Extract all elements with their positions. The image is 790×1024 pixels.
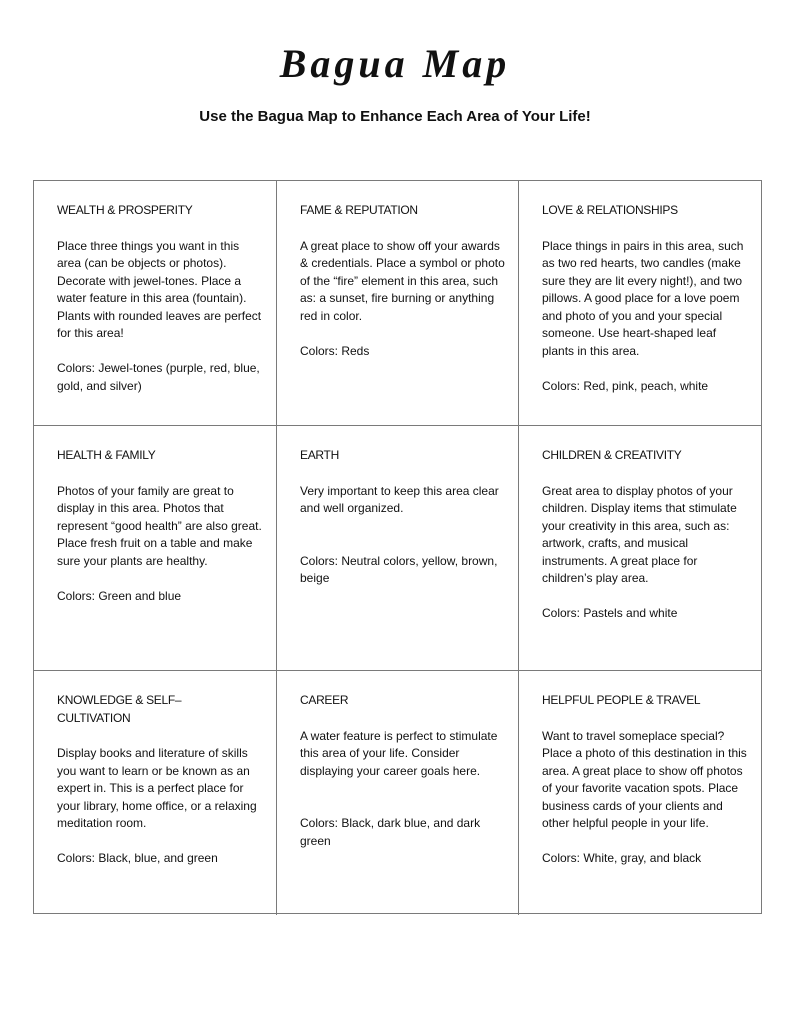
area-children-creativity — [519, 426, 761, 671]
area-colors: Colors: Green and blue — [57, 588, 182, 603]
area-heading: HELPFUL PEOPLE & TRAVEL — [542, 693, 701, 707]
area-colors: Colors: Black, dark blue, and dark green — [300, 816, 481, 848]
area-heading: WEALTH & PROSPERITY — [57, 203, 193, 217]
area-description: Photos of your family are great to display in this area. Photos that represent “good health” are also great. Place fresh fruit on a table and make sure your plants are healthy. — [57, 483, 262, 568]
area-heading: KNOWLEDGE & SELF–CULTIVATION — [57, 693, 182, 725]
area-colors: Colors: Reds — [300, 343, 370, 358]
area-heading: CAREER — [300, 693, 349, 707]
area-description: Great area to display photos of your children. Display items that stimulate your creativity in this area, such as: artwork, crafts, and musical instruments. A great place for children’s play area. — [542, 483, 737, 585]
area-earth — [277, 426, 519, 671]
area-heading: LOVE & RELATIONSHIPS — [542, 203, 678, 217]
area-colors: Colors: Jewel-tones (purple, red, blue, gold, and silver) — [57, 361, 260, 393]
area-fame-reputation — [277, 181, 519, 426]
area-health-family — [34, 426, 277, 671]
area-description: A great place to show off your awards & credentials. Place a symbol or photo of the “fire” element in this area, such as: a sunset, fire burning or anything red in color. — [300, 238, 505, 323]
area-helpful-people-travel — [519, 671, 761, 915]
area-description: Place three things you want in this area (can be objects or photos). Decorate with jewel-tones. Place a water feature in this area (fountain). Plants with rounded leaves are perfect for this area! — [57, 238, 262, 340]
bagua-grid — [33, 180, 762, 914]
area-description: Place things in pairs in this area, such as two red hearts, two candles (make sure they are lit every night!), and two pillows. A good place for a love poem and photo of you and your special someone. Use heart-shaped leaf plants in this area. — [542, 238, 744, 358]
area-colors: Colors: Neutral colors, yellow, brown, beige — [300, 553, 498, 585]
area-description: Very important to keep this area clear and well organized. — [300, 483, 499, 515]
area-heading: EARTH — [300, 448, 339, 462]
area-description: Display books and literature of skills you want to learn or be known as an expert in. This is a perfect place for your library, home office, or a relaxing meditation room. — [57, 746, 257, 830]
area-career — [277, 671, 519, 915]
area-colors: Colors: Red, pink, peach, white — [542, 378, 709, 393]
area-heading: CHILDREN & CREATIVITY — [542, 448, 682, 462]
area-love-relationships — [519, 181, 761, 426]
area-colors: Colors: Black, blue, and green — [57, 851, 218, 865]
page-title: Bagua Map — [279, 41, 511, 86]
area-colors: Colors: Pastels and white — [542, 606, 678, 620]
page-subtitle: Use the Bagua Map to Enhance Each Area of Your Life! — [199, 108, 591, 125]
area-colors: Colors: White, gray, and black — [542, 851, 702, 865]
area-description: A water feature is perfect to stimulate this area of your life. Consider displaying your career goals here. — [300, 728, 498, 778]
area-knowledge-self-cultivation — [34, 671, 277, 915]
area-wealth-prosperity — [34, 181, 277, 426]
area-heading: FAME & REPUTATION — [300, 203, 418, 217]
area-description: Want to travel someplace special? Place a photo of this destination in this area. A great place to show off photos of your favorite vacation spots. Place business cards of your clients and other helpful people in your life. — [542, 728, 747, 830]
area-heading: HEALTH & FAMILY — [57, 448, 156, 462]
